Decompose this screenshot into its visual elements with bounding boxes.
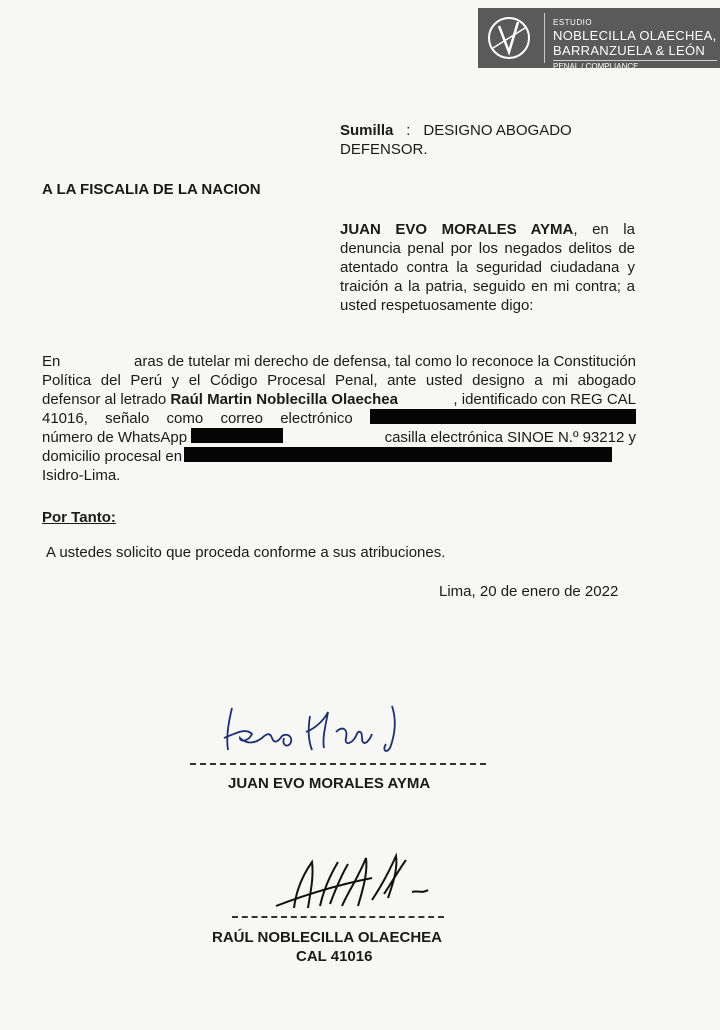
signatory-registration: CAL 41016: [296, 948, 373, 965]
body-line: [42, 428, 636, 447]
intro-paragraph: [340, 220, 635, 315]
body-text: domicilio procesal en: [42, 448, 183, 465]
body-text: En: [42, 353, 61, 370]
body-text: como: [166, 410, 204, 427]
body-text: número de WhatsApp: [42, 429, 188, 446]
body-text: aras de tutelar mi derecho de defensa, tal como lo reconoce la Constitución: [134, 353, 636, 370]
signatory-name: JUAN EVO MORALES AYMA: [228, 775, 431, 792]
sumilla: [340, 121, 640, 159]
body-text: defensor al letrado: [42, 391, 167, 408]
firm-name-line1: NOBLECILLA OLAECHEA,: [553, 28, 717, 43]
firm-practice: PENAL / COMPLIANCE: [553, 60, 717, 72]
por-tanto-colon: :: [110, 509, 116, 526]
firm-logo: [478, 8, 540, 68]
body-line: [42, 447, 636, 466]
firm-name-block: [544, 13, 717, 71]
body-text: electrónico: [280, 410, 353, 427]
sumilla-label: Sumilla: [340, 122, 394, 139]
place-date: Lima, 20 de enero de 2022: [439, 583, 619, 600]
body-line: [42, 466, 636, 485]
signature-noblecilla: [272, 848, 442, 920]
signature-line: [232, 916, 444, 918]
body-text: señalo: [105, 410, 150, 427]
por-tanto-heading: [42, 508, 116, 527]
signature-morales: [212, 698, 422, 762]
letterhead: [478, 8, 720, 71]
signature-line: [190, 763, 486, 765]
sumilla-text: DESIGNO ABOGADO DEFENSOR.: [340, 122, 572, 158]
body-line: [42, 409, 636, 428]
firm-name-line2: BARRANZUELA & LEÓN: [553, 43, 706, 58]
redaction-address: [184, 447, 612, 462]
body-text: correo: [220, 410, 263, 427]
addressee: A LA FISCALIA DE LA NACION: [42, 181, 261, 198]
body-text: Isidro-Lima.: [42, 467, 121, 484]
intro-name: JUAN EVO MORALES AYMA: [340, 221, 574, 238]
por-tanto-text: Por Tanto: [42, 509, 111, 526]
redaction-whatsapp: [191, 428, 283, 443]
body-text: , identificado con REG CAL: [453, 391, 636, 408]
body-text: casilla electrónica SINOE N.º 93212 y: [384, 429, 636, 446]
redaction-email: [370, 409, 636, 424]
lawyer-name: Raúl Martin Noblecilla Olaechea: [170, 391, 398, 408]
request-line: A ustedes solicito que proceda conforme a sus atribuciones.: [46, 544, 446, 561]
intro-text: , en la denuncia penal por los negados delitos de atentado contra la seguridad ciudadana y traición a la patria, seguido en mi contra; a usted respetuosamente digo:: [340, 221, 635, 314]
body-text: 41016,: [42, 410, 88, 427]
firm-top-label: ESTUDIO: [553, 18, 593, 27]
body-line: [42, 390, 636, 409]
body-line: [42, 371, 636, 390]
body-text: Política del Perú y el Código Procesal Penal, ante usted designo a mi abogado: [42, 372, 636, 389]
sumilla-colon: :: [406, 122, 411, 139]
signatory-name: RAÚL NOBLECILLA OLAECHEA: [212, 929, 442, 946]
body-paragraph: [42, 352, 636, 485]
body-line: [42, 352, 636, 371]
